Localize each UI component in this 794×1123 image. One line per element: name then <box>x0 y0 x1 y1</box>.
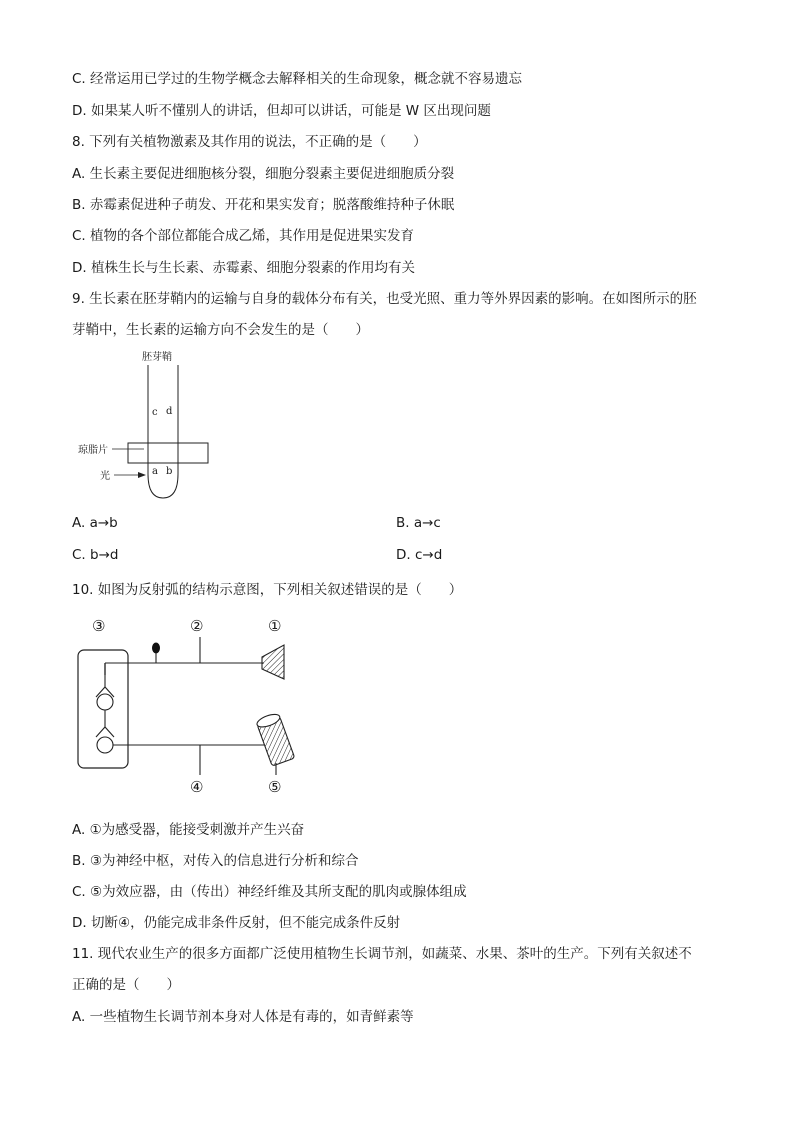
label-3: ③ <box>92 617 106 635</box>
label-4: ④ <box>190 778 204 796</box>
q8-option-b: B. 赤霉素促进种子萌发、开花和果实发育；脱落酸维持种子休眠 <box>72 197 455 213</box>
reflex-arc-figure <box>72 605 312 805</box>
q8-stem: 8. 下列有关植物激素及其作用的说法，不正确的是（ ） <box>72 134 427 150</box>
q10-option-b: B. ③为神经中枢，对传入的信息进行分析和综合 <box>72 853 359 869</box>
agar-block <box>128 443 208 463</box>
light-label: 光 <box>100 471 110 482</box>
q8-option-d: D. 植株生长与生长素、赤霉素、细胞分裂素的作用均有关 <box>72 260 415 276</box>
receptor-shape <box>262 645 284 679</box>
q9-option-b: B. a→c <box>396 515 441 531</box>
q10-stem: 10. 如图为反射弧的结构示意图，下列相关叙述错误的是（ ） <box>72 582 463 598</box>
q11-stem-line2: 正确的是（ ） <box>72 977 180 993</box>
label-1: ① <box>268 617 282 635</box>
neuron-lower <box>97 737 113 753</box>
label-d: d <box>166 406 173 417</box>
q10-option-c: C. ⑤为效应器，由（传出）神经纤维及其所支配的肌肉或腺体组成 <box>72 884 467 900</box>
q9-stem-line1: 9. 生长素在胚芽鞘内的运输与自身的载体分布有关，也受光照、重力等外界因素的影响。在如图所示的胚 <box>72 291 697 307</box>
q9-option-a: A. a→b <box>72 515 118 531</box>
coleoptile-title: 胚芽鞘 <box>142 352 172 363</box>
label-2: ② <box>190 617 204 635</box>
q10-option-d: D. 切断④，仍能完成非条件反射，但不能完成条件反射 <box>72 915 401 931</box>
coleoptile-figure <box>72 340 232 510</box>
q7-option-c: C. 经常运用已学过的生物学概念去解释相关的生命现象，概念就不容易遗忘 <box>72 71 523 87</box>
label-c: c <box>152 407 158 418</box>
agar-label: 琼脂片 <box>78 445 108 456</box>
q8-option-a: A. 生长素主要促进细胞核分裂，细胞分裂素主要促进细胞质分裂 <box>72 166 455 182</box>
coleoptile-outline <box>148 365 178 498</box>
q9-stem-line2: 芽鞘中，生长素的运输方向不会发生的是（ ） <box>72 322 369 338</box>
label-b: b <box>166 466 173 477</box>
q7-option-d: D. 如果某人听不懂别人的讲话，但却可以讲话，可能是 W 区出现问题 <box>72 103 491 119</box>
q9-option-d: D. c→d <box>396 547 443 563</box>
q11-option-a: A. 一些植物生长调节剂本身对人体是有毒的，如青鲜素等 <box>72 1009 414 1025</box>
light-arrow-icon <box>138 472 146 478</box>
label-5: ⑤ <box>268 778 282 796</box>
effector-shape <box>255 712 294 766</box>
ganglion-dot <box>152 643 160 654</box>
label-a: a <box>152 466 158 477</box>
q11-stem-line1: 11. 现代农业生产的很多方面都广泛使用植物生长调节剂，如蔬菜、水果、茶叶的生产。下列有关叙述不 <box>72 946 692 962</box>
q10-option-a: A. ①为感受器，能接受刺激并产生兴奋 <box>72 822 305 838</box>
neuron-upper <box>97 694 113 710</box>
q8-option-c: C. 植物的各个部位都能合成乙烯，其作用是促进果实发育 <box>72 228 415 244</box>
q9-option-c: C. b→d <box>72 547 119 563</box>
